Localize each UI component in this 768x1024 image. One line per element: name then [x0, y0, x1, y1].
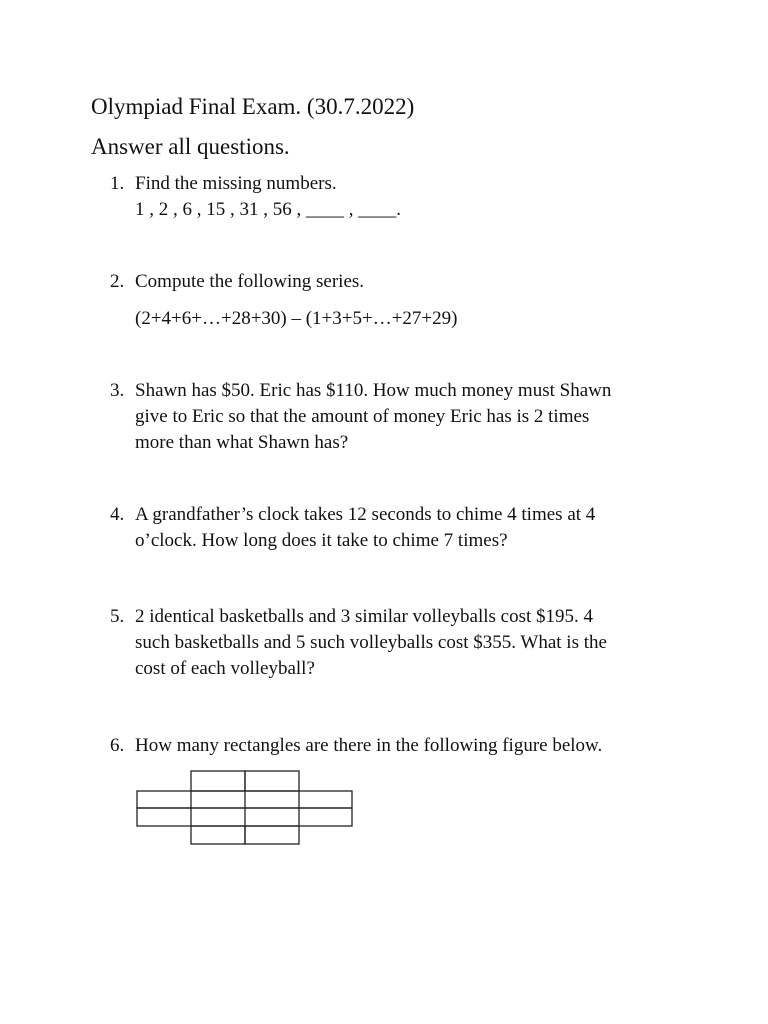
question-text: How many rectangles are there in the following figure below.: [135, 735, 603, 756]
exam-instruction: Answer all questions.: [91, 134, 290, 159]
question-number: 6.: [110, 735, 125, 756]
exam-title: Olympiad Final Exam. (30.7.2022): [91, 94, 415, 119]
question-1: [110, 171, 690, 223]
question-text-line: cost of each volleyball?: [135, 658, 315, 679]
top-cell-right: [245, 771, 299, 791]
question-number: 1.: [110, 173, 125, 194]
question-text-line: give to Eric so that the amount of money Eric has is 2 times: [135, 406, 590, 427]
rectangles-figure-svg: [136, 770, 354, 846]
rectangles-figure: [136, 770, 354, 846]
question-number: 2.: [110, 271, 125, 292]
question-text-line: o’clock. How long does it take to chime 7 times?: [135, 530, 508, 551]
question-2: [110, 269, 690, 332]
question-3: [110, 378, 690, 456]
question-number: 3.: [110, 380, 125, 401]
question-text-line: more than what Shawn has?: [135, 432, 349, 453]
bottom-cell-right: [245, 826, 299, 844]
question-4: [110, 502, 690, 554]
question-6: [110, 733, 690, 759]
question-number: 5.: [110, 606, 125, 627]
question-text: Compute the following series.: [135, 271, 365, 292]
top-cell-left: [191, 771, 245, 791]
question-text-line: Shawn has $50. Eric has $110. How much money must Shawn: [135, 380, 612, 401]
question-text: Find the missing numbers.: [135, 173, 337, 194]
question-text-line: A grandfather’s clock takes 12 seconds to chime 4 times at 4: [135, 504, 596, 525]
question-text-line: 2 identical basketballs and 3 similar volleyballs cost $195. 4: [135, 606, 594, 627]
number-sequence: 1 , 2 , 6 , 15 , 31 , 56 , ____ , ____.: [135, 199, 401, 220]
series-expression: (2+4+6+…+28+30) – (1+3+5+…+27+29): [135, 308, 458, 329]
question-number: 4.: [110, 504, 125, 525]
question-text-line: such basketballs and 5 such volleyballs cost $355. What is the: [135, 632, 607, 653]
question-5: [110, 604, 690, 682]
bottom-cell-left: [191, 826, 245, 844]
